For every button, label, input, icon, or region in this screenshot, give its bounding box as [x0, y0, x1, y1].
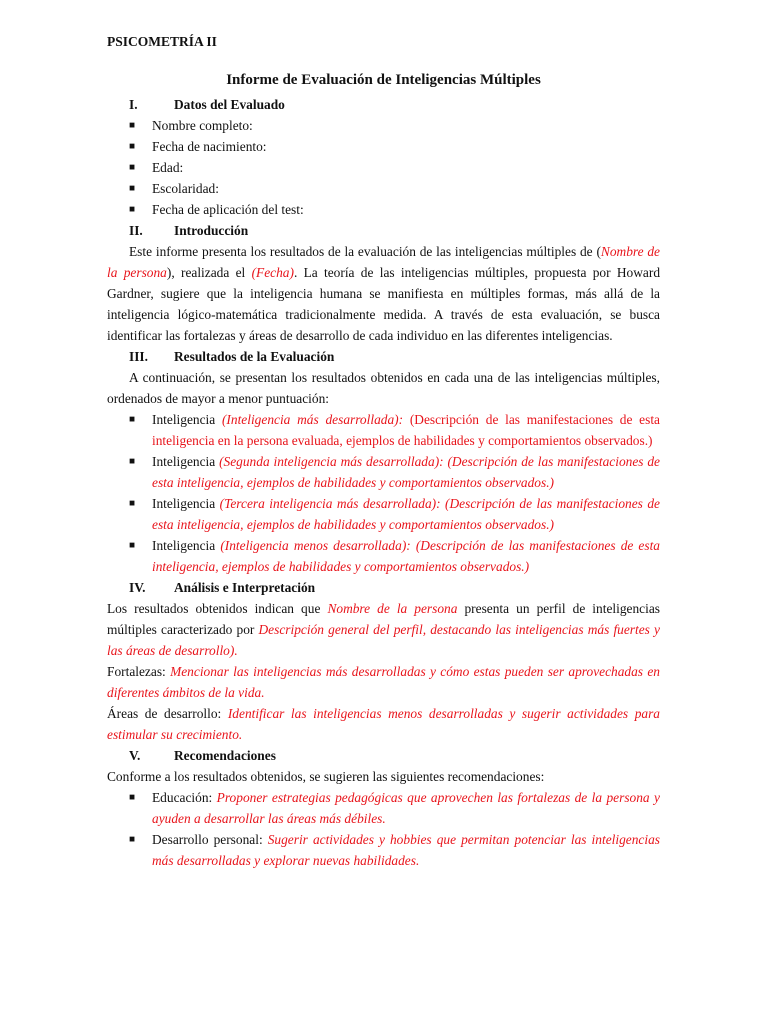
- section-number: IV.: [129, 580, 146, 595]
- section-number: V.: [129, 748, 141, 763]
- section-title: Recomendaciones: [174, 748, 276, 763]
- bullet-icon: ■: [129, 498, 136, 509]
- list-item: ■ Educación: Proponer estrategias pedagógicas que aprovechen las fortalezas de la persona y ayuden a desarrollar las áreas más débiles.: [107, 787, 660, 829]
- bullet-icon: ■: [129, 141, 136, 152]
- bullet-icon: ■: [129, 456, 136, 467]
- section-heading-4: [107, 577, 660, 598]
- strengths-paragraph: Fortalezas: Mencionar las inteligencias más desarrolladas y cómo estas pueden ser aprovechadas en diferentes ámbitos de la vida.: [107, 664, 660, 700]
- section-heading-5: [107, 745, 660, 766]
- list-item: ■ Edad:: [107, 157, 660, 178]
- bullet-icon: ■: [129, 120, 136, 131]
- section-heading-2: [107, 220, 660, 241]
- section-title: Análisis e Interpretación: [174, 580, 316, 595]
- bullet-icon: ■: [129, 414, 136, 425]
- section-title: Datos del Evaluado: [174, 97, 285, 112]
- section-heading-3: [107, 346, 660, 367]
- section-title: Introducción: [174, 223, 249, 238]
- document-body: [107, 70, 660, 871]
- bullet-icon: ■: [129, 204, 136, 215]
- recommendations-intro: Conforme a los resultados obtenidos, se sugieren las siguientes recomendaciones:: [107, 769, 545, 784]
- list-item: ■ Inteligencia (Inteligencia menos desarrollada): (Descripción de las manifestaciones de esta inteligencia, ejemplos de habilidades y comportamientos observados.): [107, 535, 660, 577]
- list-item: ■ Nombre completo:: [107, 115, 660, 136]
- section-number: I.: [129, 97, 138, 112]
- intro-paragraph: Este informe presenta los resultados de la evaluación de las inteligencias múltiples de (Nombre de la persona), realizada el (Fecha). La teoría de las inteligencias múltiples, propuesta por Howard Gardner, sugiere que la inteligencia humana se manifiesta en múltiples formas, más allá de la inteligencia lógico-matemática tradicionalmente medida. A través de esta evaluación, se busca identificar las fortalezas y áreas de desarrollo de cada individuo en las diferentes inteligencias.: [107, 244, 661, 343]
- section-title: Resultados de la Evaluación: [174, 349, 335, 364]
- list-item: ■ Inteligencia (Segunda inteligencia más desarrollada): (Descripción de las manifestaciones de esta inteligencia, ejemplos de habilidades y comportamientos observados.): [107, 451, 660, 493]
- section-number: III.: [129, 349, 148, 364]
- development-paragraph: Áreas de desarrollo: Identificar las inteligencias menos desarrolladas y sugerir actividades para estimular su crecimiento.: [107, 706, 660, 742]
- course-header: PSICOMETRÍA II: [107, 34, 217, 49]
- analysis-paragraph: Los resultados obtenidos indican que Nombre de la persona presenta un perfil de inteligencias múltiples caracterizado por Descripción general del perfil, destacando las inteligencias más fuertes y las áreas de desarrollo).: [107, 601, 660, 658]
- bullet-icon: ■: [129, 162, 136, 173]
- section-number: II.: [129, 223, 143, 238]
- list-item: ■ Inteligencia (Inteligencia más desarrollada): (Descripción de las manifestaciones de esta inteligencia en la persona evaluada, ejemplos de habilidades y comportamientos observados.): [107, 409, 660, 451]
- bullet-icon: ■: [129, 183, 136, 194]
- bullet-icon: ■: [129, 540, 136, 551]
- list-item: ■ Fecha de nacimiento:: [107, 136, 660, 157]
- section-heading-1: [107, 94, 660, 115]
- list-item: ■ Fecha de aplicación del test:: [107, 199, 660, 220]
- list-item: ■ Inteligencia (Tercera inteligencia más desarrollada): (Descripción de las manifestaciones de esta inteligencia, ejemplos de habilidades y comportamientos observados.): [107, 493, 660, 535]
- report-title: Informe de Evaluación de Inteligencias Múltiples: [226, 72, 541, 88]
- list-item: ■ Escolaridad:: [107, 178, 660, 199]
- bullet-icon: ■: [129, 834, 136, 845]
- results-intro: A continuación, se presentan los resultados obtenidos en cada una de las inteligencias múltiples, ordenados de mayor a menor puntuación:: [107, 370, 660, 406]
- list-item: ■ Desarrollo personal: Sugerir actividades y hobbies que permitan potenciar las inteligencias más desarrolladas y explorar nuevas habilidades.: [107, 829, 660, 871]
- bullet-icon: ■: [129, 792, 136, 803]
